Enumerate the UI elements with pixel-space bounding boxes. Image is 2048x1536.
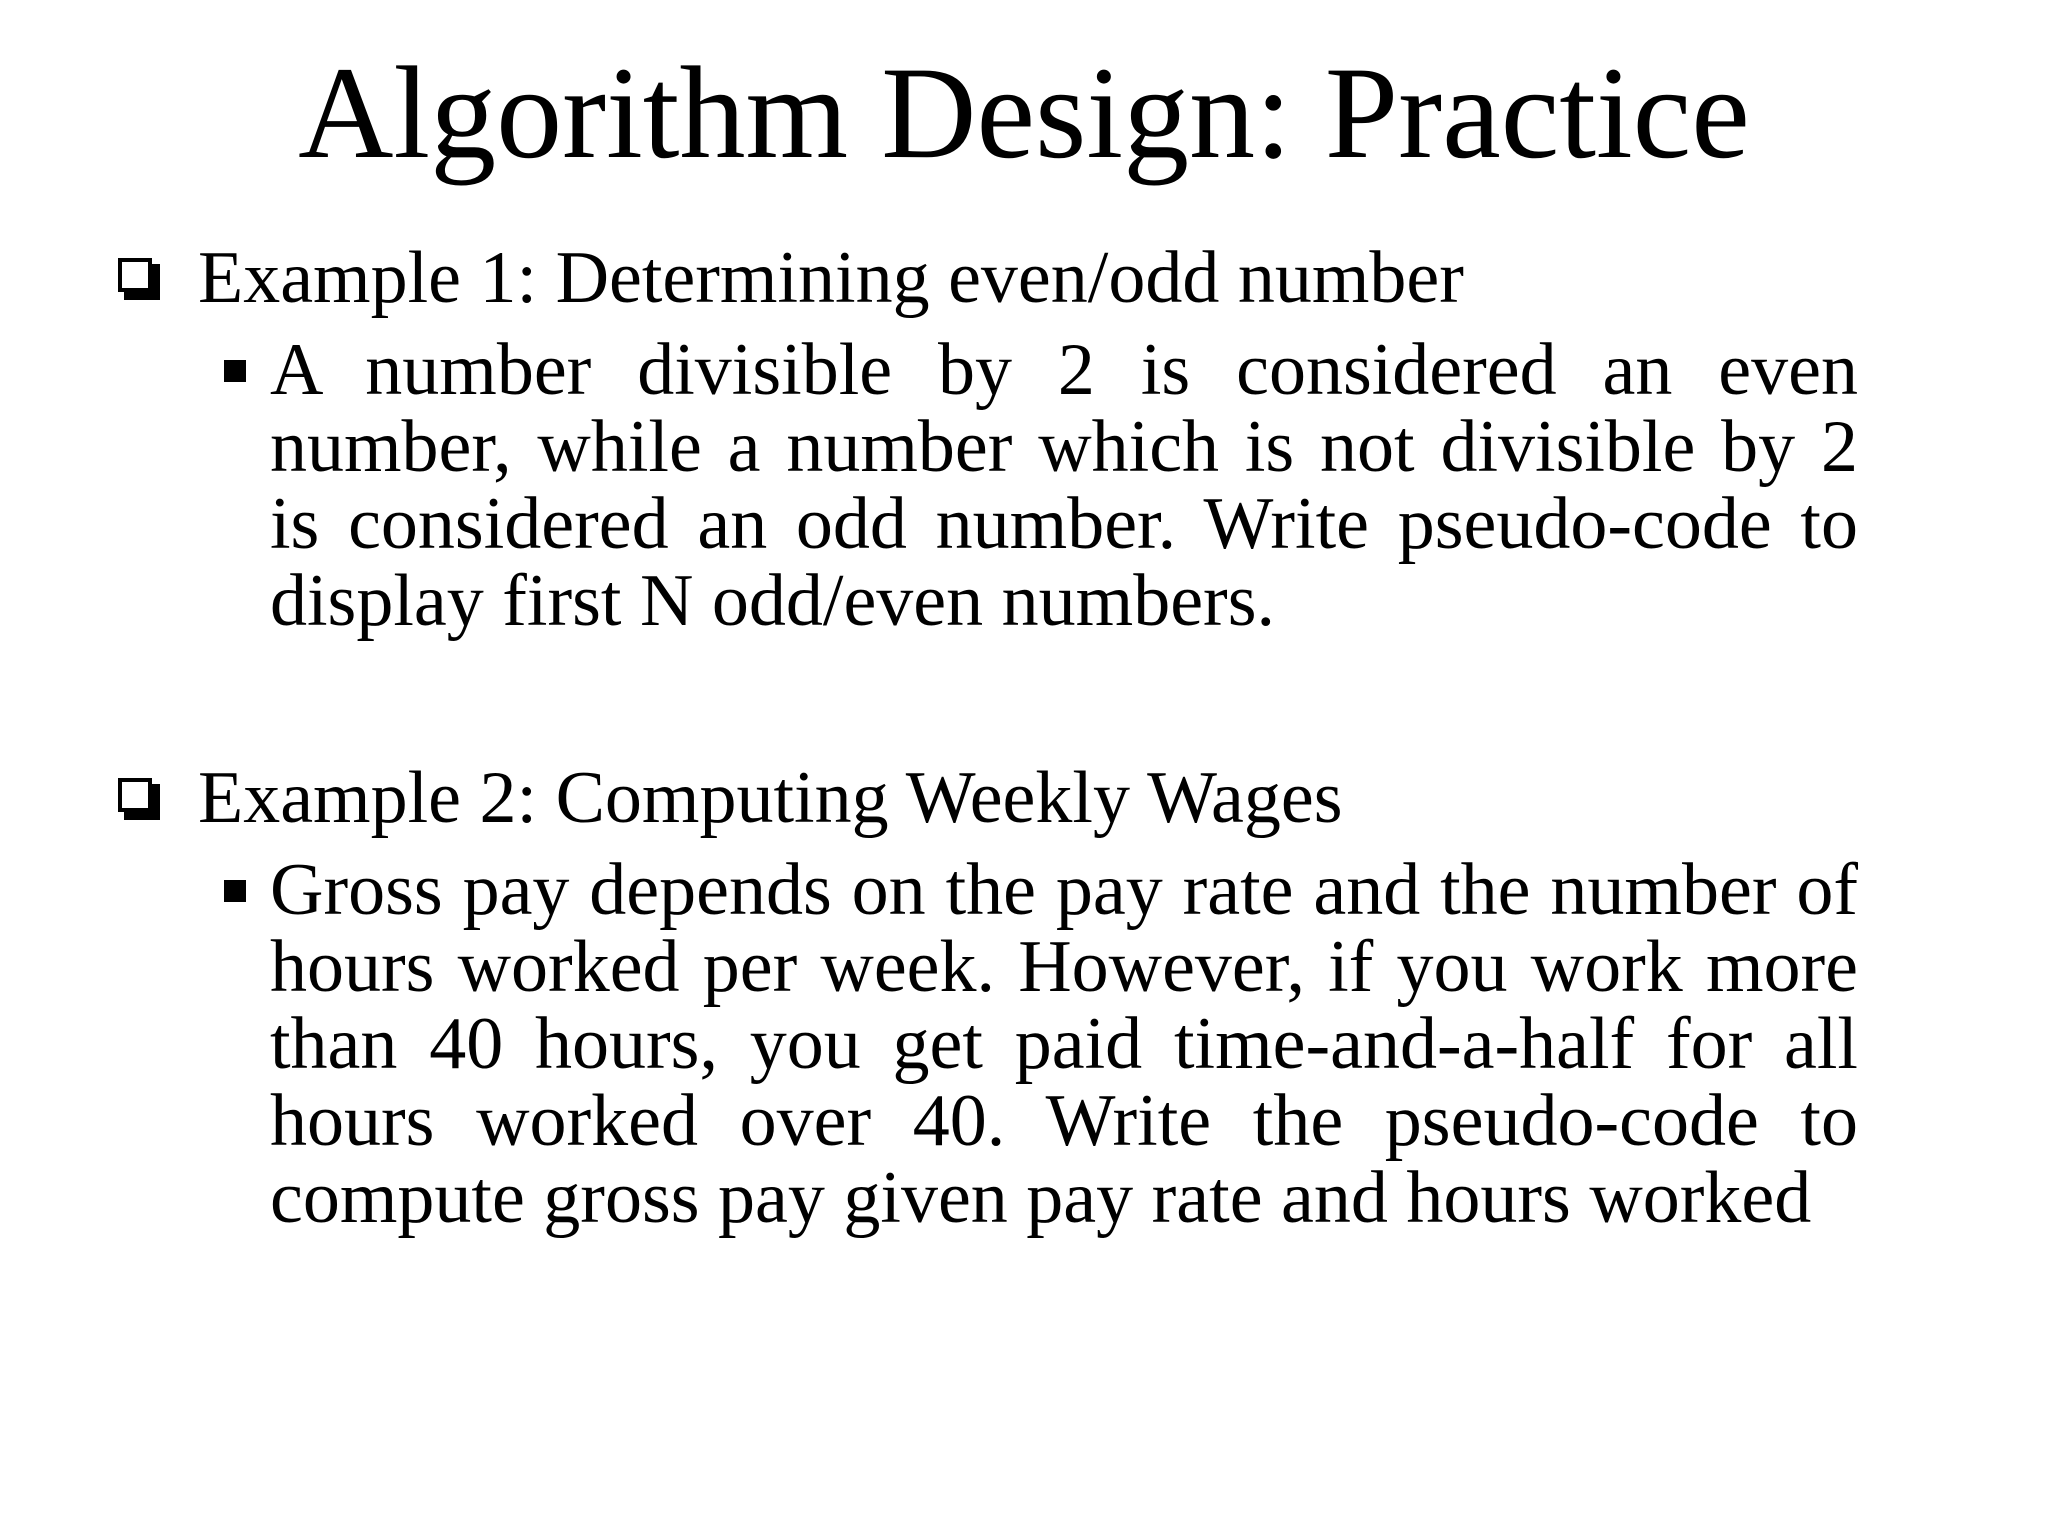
section-body [118, 849, 1858, 1239]
slide-title: Algorithm Design: Practice [298, 39, 1750, 186]
section-heading [118, 238, 2008, 318]
section-body [118, 329, 1858, 642]
section-heading-text: Example 2: Computing Weekly Wages [198, 757, 1343, 839]
section-example-2 [118, 758, 2008, 1237]
square-bullet-icon [224, 880, 246, 902]
checkbox-bullet-icon [118, 778, 162, 822]
square-bullet-icon [224, 360, 246, 382]
section-body-text: A number divisible by 2 is considered an even number, while a number which is not divisible by 2 is considered an odd number. Write pseudo-code to display first N odd/even numbers. [270, 329, 1858, 642]
section-heading-text: Example 1: Determining even/odd number [198, 237, 1464, 319]
section-heading [118, 758, 2008, 838]
section-body-text: Gross pay depends on the pay rate and the number of hours worked per week. However, if you work more than 40 hours, you get paid time-and-a-half for all hours worked over 40. Write the pseudo-code to compute gross pay given pay rate and hours worked [270, 849, 1858, 1239]
section-example-1 [118, 238, 2008, 640]
checkbox-bullet-icon [118, 258, 162, 302]
